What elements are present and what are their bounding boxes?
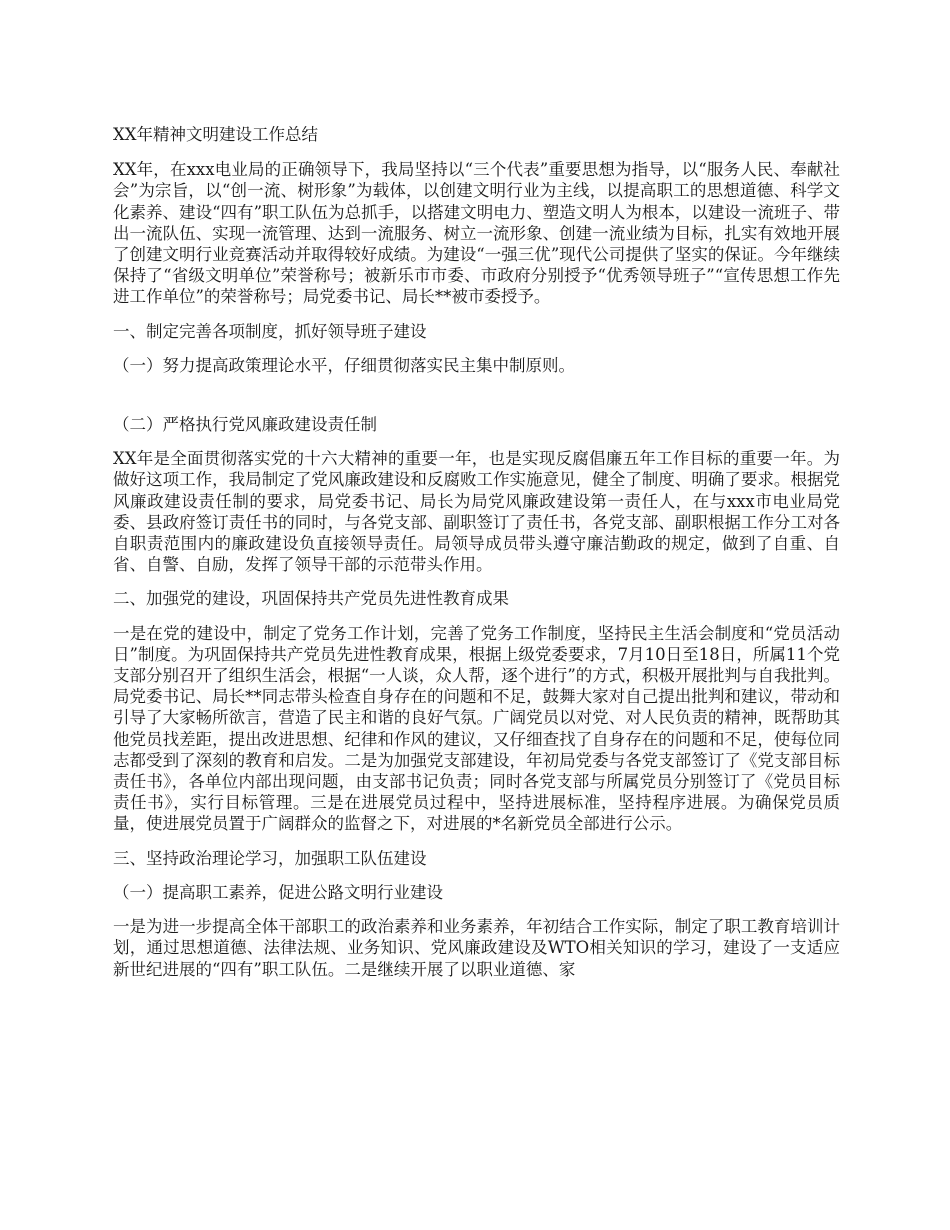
- blank-spacer: [113, 389, 840, 414]
- section-heading-3: 三、坚持政治理论学习，加强职工队伍建设: [113, 848, 427, 868]
- subsection-heading-3-1: （一）提高职工素养，促进公路文明行业建设: [113, 882, 443, 902]
- intro-paragraph: XX年，在xxx电业局的正确领导下，我局坚持以“三个代表”重要思想为指导，以“服务人民、奉献社会”为宗旨，以“创一流、树形象”为载体，以创建文明行业为主线，以提高职工的思想道德、科学文化素养、建设“四有”职工队伍为总抓手，以搭建文明电力、塑造文明人为根本，以建设一流班子、带出一流队伍、实现一流管理、达到一流服务、树立一流形象、创建一流业绩为目标，扎实有效地开展了创建文明行业竞赛活动并取得较好成绩。为建设“一强三优”现代公司提供了坚实的保证。今年继续保持了“省级文明单位”荣誉称号；被新乐市市委、市政府分别授予“优秀领导班子”“宣传思想工作先进工作单位”的荣誉称号；局党委书记、局长**被市委授予。: [113, 160, 840, 307]
- staff-training-paragraph: 一是为进一步提高全体干部职工的政治素养和业务素养，年初结合工作实际，制定了职工教育培训计划，通过思想道德、法律法规、业务知识、党风廉政建设及WTO相关知识的学习，建设了一支适应新世纪进展的“四有”职工队伍。二是继续开展了以职业道德、家: [113, 917, 840, 979]
- party-building-paragraph: 一是在党的建设中，制定了党务工作计划，完善了党务工作制度，坚持民主生活会制度和“党员活动日”制度。为巩固保持共产党员先进性教育成果，根据上级党委要求，7月10日至18日，所属11个党支部分别召开了组织生活会，根据“一人谈，众人帮，逐个进行”的方式，积极开展批判与自我批判。局党委书记、局长**同志带头检查自身存在的问题和不足，鼓舞大家对自己提出批判和建议，带动和引导了大家畅所欲言，营造了民主和谐的良好气氛。广阔党员以对党、对人民负责的精神，既帮助其他党员找差距，提出改进思想、纪律和作风的建议，又仔细查找了自身存在的问题和不足，使每位同志都受到了深刻的教育和启发。二是为加强党支部建设，年初局党委与各党支部签订了《党支部目标责任书》，各单位内部出现问题，由支部书记负责；同时各党支部与所属党员分别签订了《党员目标责任书》，实行目标管理。三是在进展党员过程中，坚持进展标准，坚持程序进展。为确保党员质量，使进展党员置于广阔群众的监督之下，对进展的*名新党员全部进行公示。: [113, 623, 840, 834]
- section-heading-1: 一、制定完善各项制度，抓好领导班子建设: [113, 321, 427, 341]
- subsection-heading-1-1: （一）努力提高政策理论水平，仔细贯彻落实民主集中制原则。: [113, 355, 575, 375]
- subsection-heading-1-2: （二）严格执行党风廉政建设责任制: [113, 415, 377, 435]
- section-heading-2: 二、加强党的建设，巩固保持共产党员先进性教育成果: [113, 589, 509, 609]
- anticorruption-paragraph: XX年是全面贯彻落实党的十六大精神的重要一年，也是实现反腐倡廉五年工作目标的重要一年。为做好这项工作，我局制定了党风廉政建设和反腐败工作实施意见，健全了制度、明确了要求。根据党风廉政建设责任制的要求，局党委书记、局长为局党风廉政建设第一责任人，在与xxx市电业局党委、县政府签订责任书的同时，与各党支部、副职签订了责任书，各党支部、副职根据工作分工对各自职责范围内的廉政建设负直接领导责任。局领导成员带头遵守廉洁勤政的规定，做到了自重、自省、自警、自励，发挥了领导干部的示范带头作用。: [113, 449, 840, 575]
- document-title: XX年精神文明建设工作总结: [113, 125, 318, 144]
